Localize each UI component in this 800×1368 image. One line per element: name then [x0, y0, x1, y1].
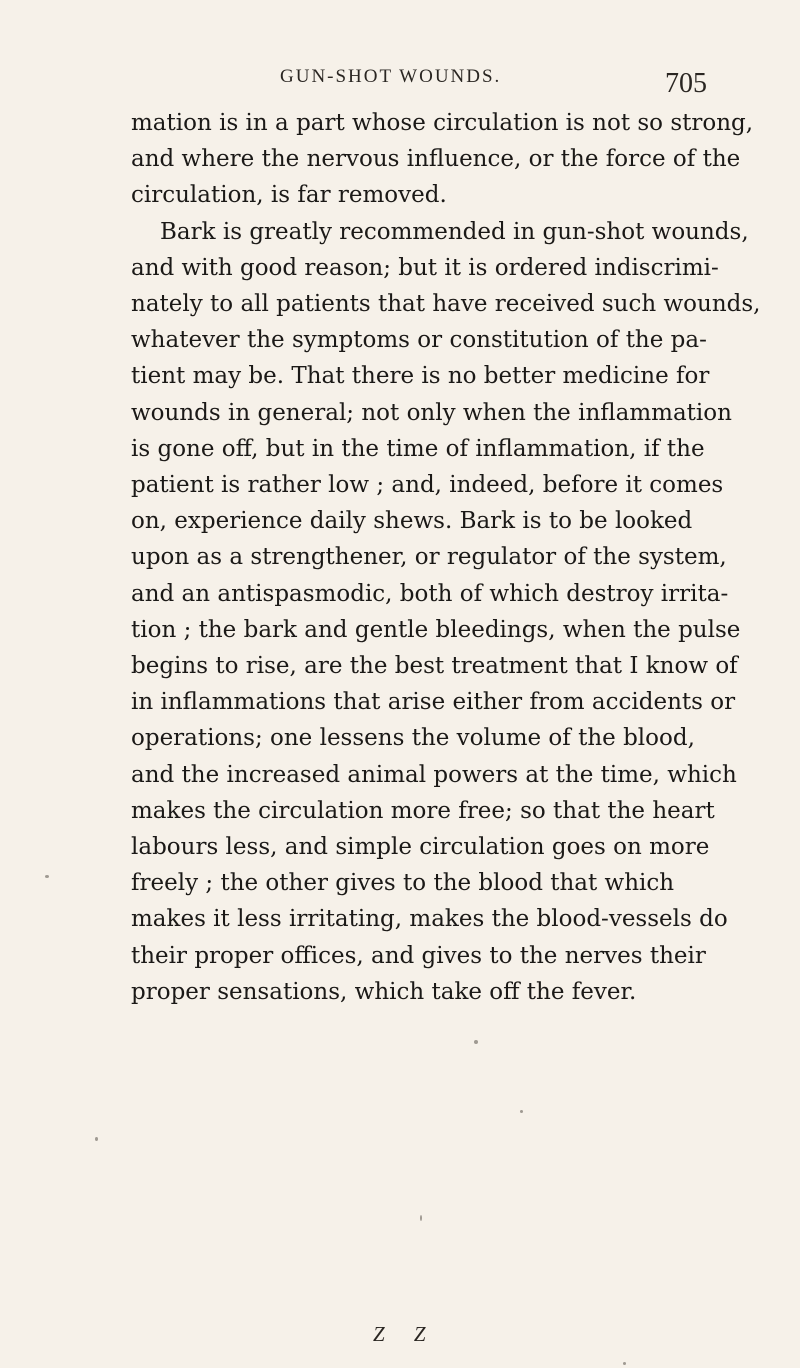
text-line: freely ; the other gives to the blood that which: [131, 870, 675, 897]
text-line: patient is rather low ; and, indeed, before it comes: [131, 472, 724, 499]
text-line: operations; one lessens the volume of the blood,: [131, 725, 695, 752]
text-line: upon as a strengthener, or regulator of the system,: [131, 544, 727, 571]
text-line: whatever the symptoms or constitution of the pa-: [131, 327, 707, 354]
text-line: and where the nervous influence, or the force of the: [131, 146, 741, 173]
text-line: and the increased animal powers at the time, which: [131, 761, 737, 788]
text-line: is gone off, but in the time of inflammation, if the: [131, 435, 705, 462]
paper-speck: [420, 1215, 422, 1221]
paper-speck: [520, 1110, 523, 1113]
paper-speck: [95, 1137, 98, 1141]
text-line: mation is in a part whose circulation is not so strong,: [131, 110, 754, 136]
text-line: begins to rise, are the best treatment that I know of: [131, 653, 738, 680]
paper-speck: [45, 875, 49, 878]
body-text: [0, 105, 800, 1010]
text-line: makes the circulation more free; so that the heart: [131, 797, 715, 824]
signature-mark: Z Z: [373, 1322, 438, 1346]
text-line: tion ; the bark and gentle bleedings, when the pulse: [131, 616, 741, 643]
text-line: wounds in general; not only when the inflammation: [131, 399, 732, 426]
text-line: nately to all patients that have received such wounds,: [131, 291, 761, 318]
text-line: proper sensations, which take off the fever.: [131, 978, 637, 1005]
text-line: Bark is greatly recommended in gun-shot wounds,: [160, 218, 749, 245]
paper-speck: [623, 1362, 626, 1365]
text-line: their proper offices, and gives to the nerves their: [131, 942, 706, 969]
text-line: and with good reason; but it is ordered indiscrimi-: [131, 254, 719, 281]
text-line: makes it less irritating, makes the blood-vessels do: [131, 906, 728, 933]
text-line: tient may be. That there is no better medicine for: [131, 363, 710, 390]
text-line: labours less, and simple circulation goes on more: [131, 834, 710, 861]
running-title: GUN-SHOT WOUNDS.: [280, 66, 502, 87]
paper-speck: [474, 1040, 478, 1044]
page-number: 705: [665, 68, 707, 99]
text-line: circulation, is far removed.: [131, 182, 447, 209]
text-line: on, experience daily shews. Bark is to be looked: [131, 508, 693, 535]
text-line: in inflammations that arise either from accidents or: [131, 689, 736, 716]
text-line: and an antispasmodic, both of which destroy irrita-: [131, 580, 729, 607]
